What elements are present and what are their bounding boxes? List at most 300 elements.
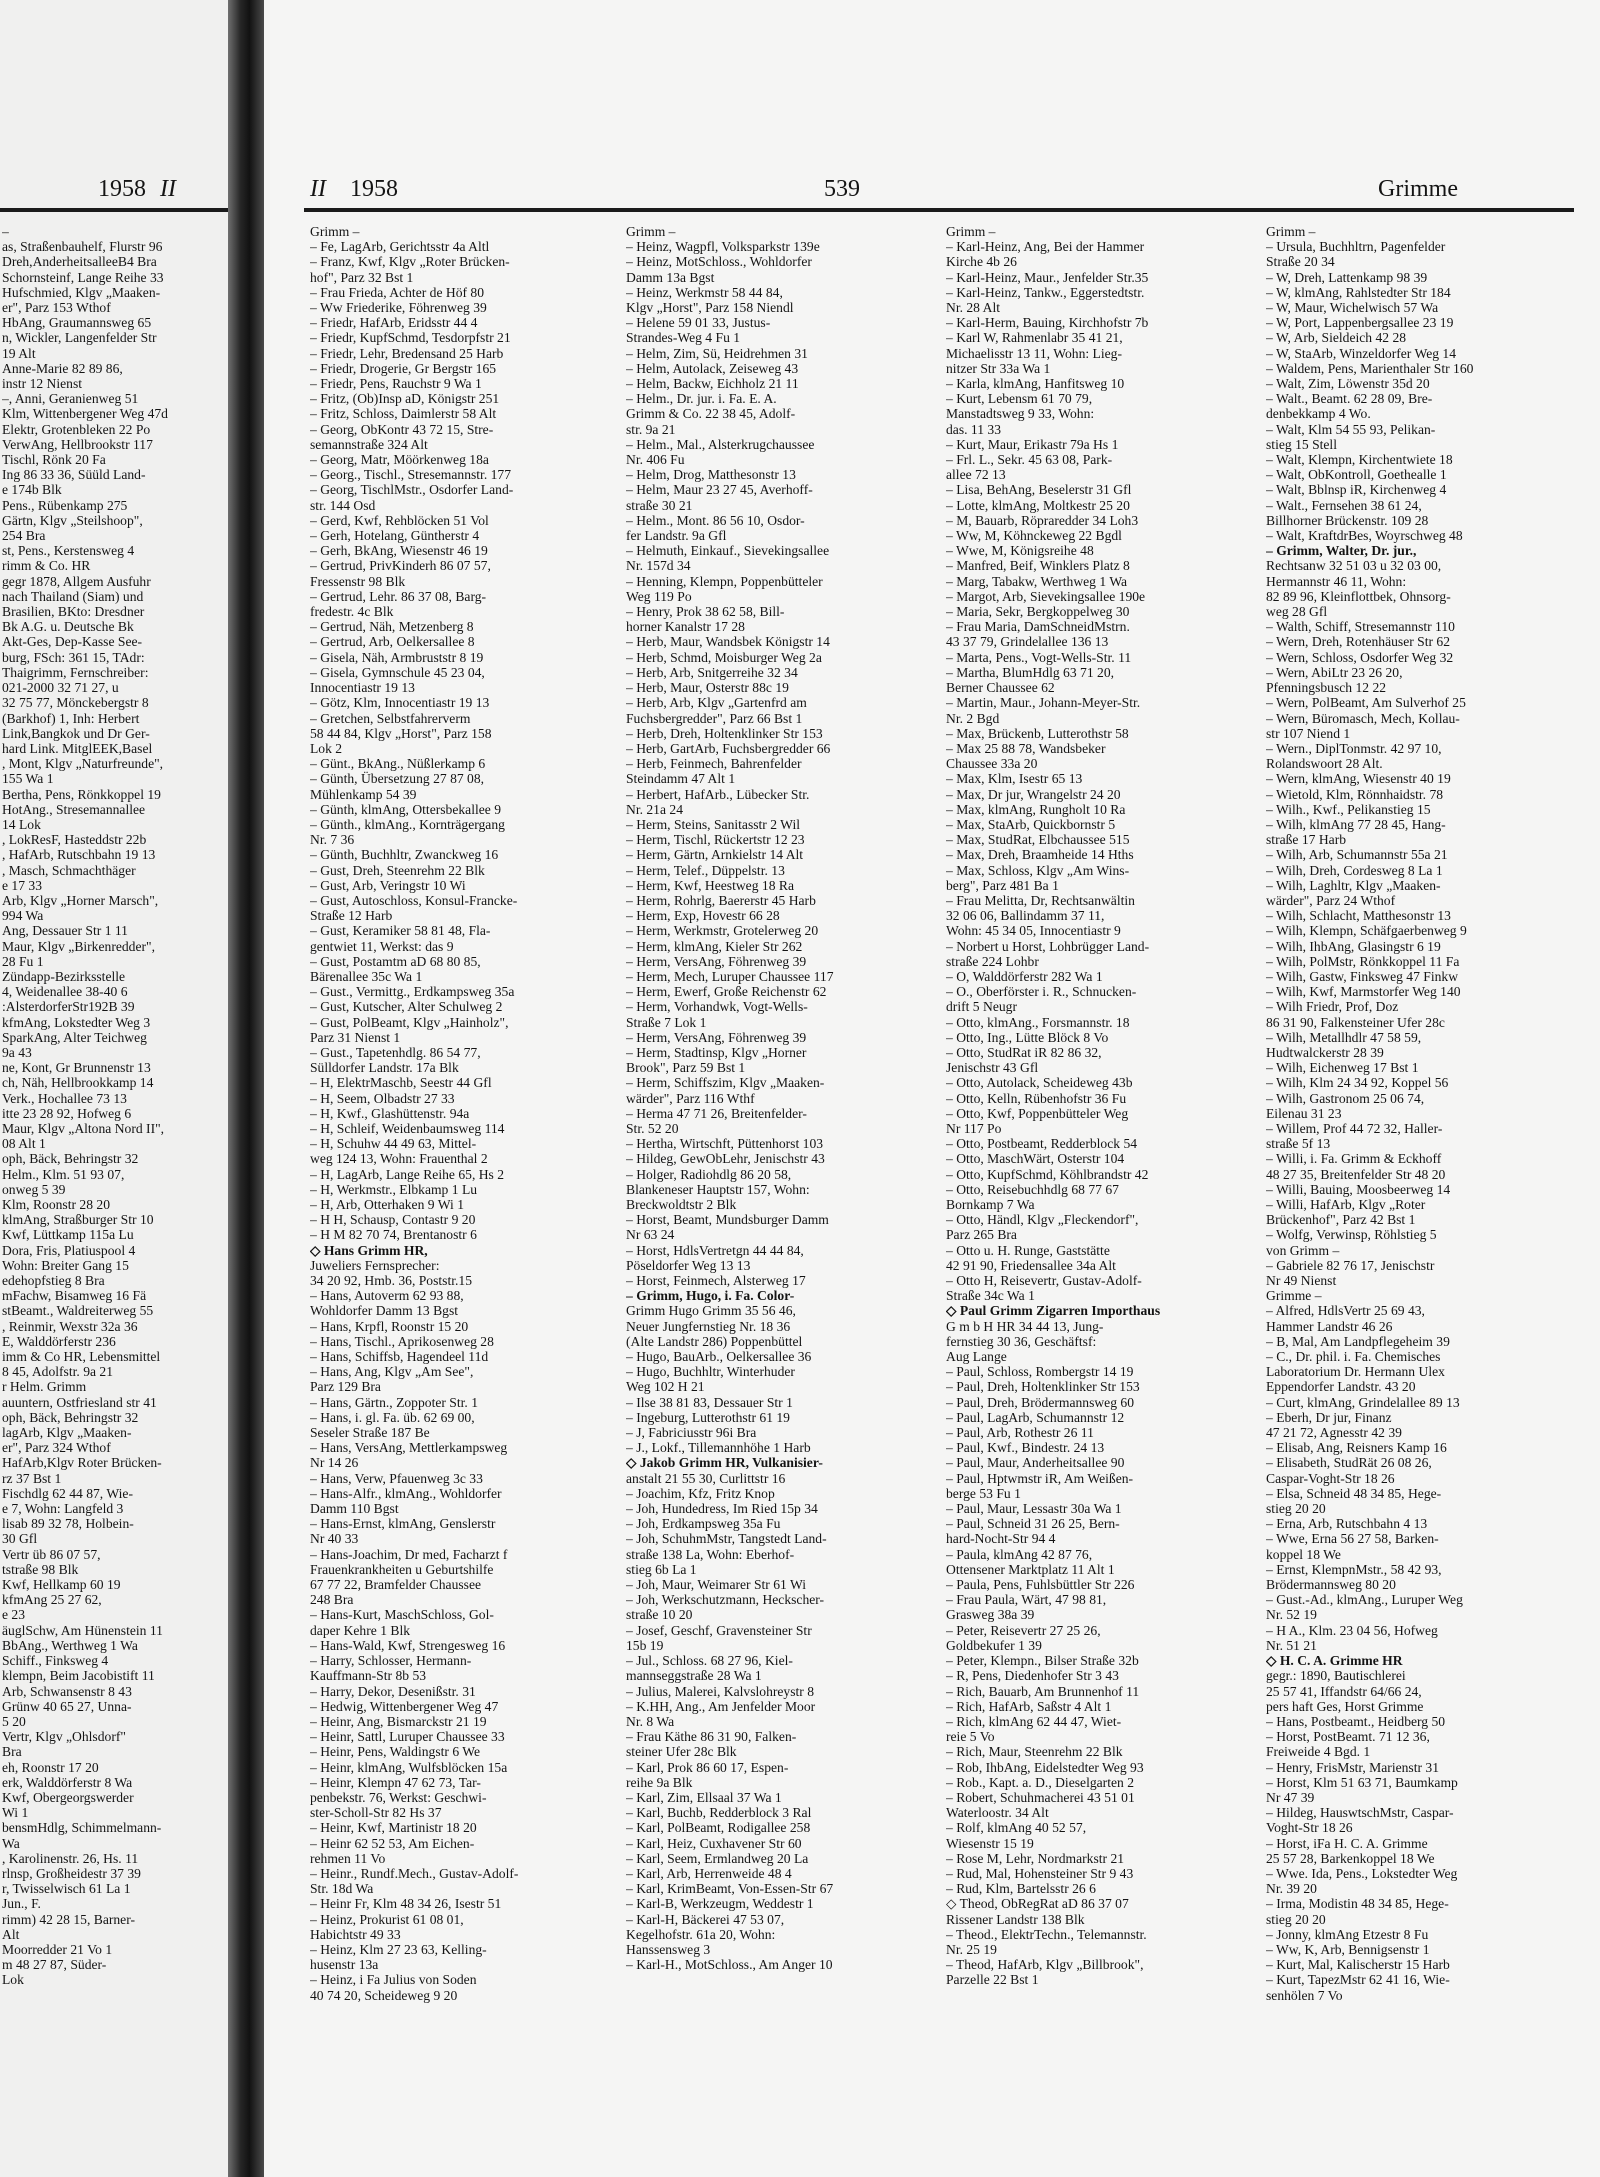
directory-column-1 xyxy=(310,224,616,2003)
directory-entry-line: – Grimm, Hugo, i. Fa. Color- xyxy=(626,1288,795,1304)
directory-entry-line: Rissener Landstr 138 Blk xyxy=(946,1911,1085,1927)
directory-entry-line: Nr 117 Po xyxy=(946,1120,1002,1136)
directory-entry-line: – Karl, Buchb, Redderblock 3 Ral xyxy=(626,1805,812,1821)
directory-entry-line: Straße 7 Lok 1 xyxy=(626,1014,707,1030)
directory-entry-line: – Gust.-Ad., klmAng., Luruper Weg xyxy=(1266,1592,1463,1608)
directory-entry-line: – Horst, iFa H. C. A. Grimme xyxy=(1266,1835,1428,1851)
directory-entry-line: – Herm, Ewerf, Große Reichenstr 62 xyxy=(626,984,827,1000)
directory-entry-line: – Hans, Krpfl, Roonstr 15 20 xyxy=(310,1318,469,1334)
directory-entry-line: – Karl, Prok 86 60 17, Espen- xyxy=(626,1759,789,1775)
directory-entry-line: reihe 9a Blk xyxy=(626,1774,693,1790)
directory-entry-line: – O, Walddörferstr 282 Wa 1 xyxy=(946,968,1103,984)
directory-entry-line: – Karl-Herm, Bauing, Kirchhofstr 7b xyxy=(946,315,1149,331)
directory-entry-line: – Helm, Zim, Sü, Heidrehmen 31 xyxy=(626,345,808,361)
directory-entry-line: – Gerh, BkAng, Wiesenstr 46 19 xyxy=(310,543,488,559)
directory-entry-line: Aug Lange xyxy=(946,1349,1007,1365)
directory-entry-line: – Otto, KupfSchmd, Köhlbrandstr 42 xyxy=(946,1166,1149,1182)
directory-entry-line: HafArb,Klgv Roter Brücken- xyxy=(2,1455,162,1471)
directory-entry-line: – Heinz, i Fa Julius von Soden xyxy=(310,1972,477,1988)
directory-entry-line: allee 72 13 xyxy=(946,467,1006,483)
directory-entry-line: – Karl, Zim, Ellsaal 37 Wa 1 xyxy=(626,1789,782,1805)
directory-entry-line: – Rose M, Lehr, Nordmarkstr 21 xyxy=(946,1850,1125,1866)
directory-entry-line: st, Pens., Kerstensweg 4 xyxy=(2,543,135,559)
directory-entry-line: kfmAng, Lokstedter Weg 3 xyxy=(2,1014,151,1030)
directory-entry-line: auuntern, Ostfriesland str 41 xyxy=(2,1394,157,1410)
directory-entry-line: Freiweide 4 Bgd. 1 xyxy=(1266,1744,1371,1760)
directory-entry-line: – Hans, VersAng, Mettlerkampsweg xyxy=(310,1440,508,1456)
directory-entry-line: Jenischstr 43 Gfl xyxy=(946,1060,1039,1076)
directory-entry-line: – Elisabeth, StudRät 26 08 26, xyxy=(1266,1455,1432,1471)
directory-entry-line: Grimm – xyxy=(1266,224,1316,239)
directory-entry-line: – Wilh, Dreh, Cordesweg 8 La 1 xyxy=(1266,862,1443,878)
directory-entry-line: onweg 5 39 xyxy=(2,1181,66,1197)
directory-entry-line: – Helm., Mont. 86 56 10, Osdor- xyxy=(626,512,805,528)
directory-entry-line: penbekstr. 76, Werkst: Geschwi- xyxy=(310,1789,487,1805)
directory-entry-line: – Günth, klmAng, Ottersbekallee 9 xyxy=(310,801,502,817)
directory-entry-line: – Heinz, Wagpfl, Volksparkstr 139e xyxy=(626,239,820,255)
directory-entry-line: – Wern, PolBeamt, Am Sulverhof 25 xyxy=(1266,695,1466,711)
directory-entry-line: – Günth, Übersetzung 27 87 08, xyxy=(310,771,485,787)
directory-entry-line: – Walt, KraftdrBes, Woyrschweg 48 xyxy=(1266,528,1463,544)
directory-entry-line: – Gust, Postamtm aD 68 80 85, xyxy=(310,953,481,969)
directory-entry-line: Ing 86 33 36, Süüld Land- xyxy=(2,467,146,483)
directory-entry-line: Habichtstr 49 33 xyxy=(310,1926,401,1942)
directory-entry-line: – Joachim, Kfz, Fritz Knop xyxy=(626,1485,775,1501)
directory-entry-line: – Friedr, Drogerie, Gr Bergstr 165 xyxy=(310,360,497,376)
directory-entry-line: – Otto, Postbeamt, Redderblock 54 xyxy=(946,1136,1138,1152)
directory-entry-line: Bk A.G. u. Deutsche Bk xyxy=(2,619,134,635)
directory-entry-line: – Horst, Feinmech, Alsterweg 17 xyxy=(626,1273,806,1289)
directory-entry-line: 82 89 96, Kleinflottbek, Ohnsorg- xyxy=(1266,588,1451,604)
directory-entry-line: – Kurt, Lebensm 61 70 79, xyxy=(946,391,1093,407)
directory-entry-line: Nr. 21a 24 xyxy=(626,801,684,817)
directory-entry-line: – Gretchen, Selbstfahrerverm xyxy=(310,710,471,726)
directory-entry-line: – Henning, Klempn, Poppenbütteler xyxy=(626,573,823,589)
directory-entry-line: – Rich, Bauarb, Am Brunnenhof 11 xyxy=(946,1683,1140,1699)
directory-entry-line: – Otto, Kelln, Rübenhofstr 36 Fu xyxy=(946,1090,1127,1106)
directory-entry-line: – Karl-Heinz, Maur., Jenfelder Str.35 xyxy=(946,269,1149,285)
directory-entry-line: Nr 49 Nienst xyxy=(1266,1273,1337,1289)
directory-entry-line: Nr. 7 36 xyxy=(310,832,355,848)
directory-entry-line: – Gust., Tapetenhdlg. 86 54 77, xyxy=(310,1044,481,1060)
directory-entry-line: äuglSchw, Am Hünenstein 11 xyxy=(2,1622,163,1638)
directory-entry-line: – Otto, Reisebuchhdlg 68 77 67 xyxy=(946,1181,1119,1197)
directory-entry-line: ◇ Theod, ObRegRat aD 86 37 07 xyxy=(946,1896,1129,1912)
directory-entry-line: straße 224 Lohbr xyxy=(946,953,1039,969)
directory-entry-line: – Helm, Maur 23 27 45, Averhoff- xyxy=(626,482,813,498)
directory-entry-line: – J., Lokf., Tillemannhöhe 1 Harb xyxy=(626,1440,811,1456)
directory-entry-line: – Friedr, Pens, Rauchstr 9 Wa 1 xyxy=(310,376,482,392)
directory-entry-line: , LokResF, Hasteddstr 22b xyxy=(2,832,147,848)
directory-entry-line: Parzelle 22 Bst 1 xyxy=(946,1972,1039,1988)
directory-entry-line: – Hans-Joachim, Dr med, Facharzt f xyxy=(310,1546,508,1562)
directory-entry-line: burg, FSch: 361 15, TAdr: xyxy=(2,649,145,665)
directory-entry-line: 43 37 79, Grindelallee 136 13 xyxy=(946,634,1109,650)
directory-entry-line: – Max, Schloss, Klgv „Am Wins- xyxy=(946,862,1130,878)
directory-entry-line: – Paula, klmAng 42 87 76, xyxy=(946,1546,1093,1562)
directory-entry-line: – Günth, Buchhltr, Zwanckweg 16 xyxy=(310,847,499,863)
directory-column-3 xyxy=(946,224,1256,1988)
right-running-head-year: 1958 xyxy=(350,176,398,202)
directory-entry-line: – Herb, Maur, Osterstr 88c 19 xyxy=(626,680,789,696)
directory-entry-line: reie 5 Vo xyxy=(946,1729,995,1745)
left-page-column xyxy=(2,224,226,1988)
directory-entry-line: – Heinz, MotSchloss., Wohldorfer xyxy=(626,254,812,270)
directory-entry-line: – Horst, PostBeamt. 71 12 36, xyxy=(1266,1729,1430,1745)
directory-entry-line: – Paul, Dreh, Brödermannsweg 60 xyxy=(946,1394,1135,1410)
directory-entry-line: Brödermannsweg 80 20 xyxy=(1266,1577,1396,1593)
directory-entry-line: – Paul, LagArb, Schumannstr 12 xyxy=(946,1409,1125,1425)
directory-entry-line: – Joh, Erdkampsweg 35a Fu xyxy=(626,1516,781,1532)
directory-entry-line: – Rich, klmAng 62 44 47, Wiet- xyxy=(946,1713,1122,1729)
directory-entry-line: – Alfred, HdlsVertr 25 69 43, xyxy=(1266,1303,1425,1319)
directory-entry-line: – Herma 47 71 26, Breitenfelder- xyxy=(626,1105,807,1121)
directory-entry-line: senhölen 7 Vo xyxy=(1266,1987,1343,2003)
directory-entry-line: – Friedr, KupfSchmd, Tesdorpfstr 21 xyxy=(310,330,511,346)
directory-entry-line: steiner Ufer 28c Blk xyxy=(626,1744,737,1760)
directory-entry-line: Thaigrimm, Fernschreiber: xyxy=(2,664,149,680)
directory-entry-line: – Willem, Prof 44 72 32, Haller- xyxy=(1266,1120,1443,1136)
directory-entry-line: – Max 25 88 78, Wandsbeker xyxy=(946,740,1106,756)
directory-entry-line: 25 57 28, Barkenkoppel 18 We xyxy=(1266,1850,1435,1866)
directory-entry-line: – Helm, Drog, Matthesonstr 13 xyxy=(626,467,796,483)
directory-entry-line: rimm) 42 28 15, Barner- xyxy=(2,1911,135,1927)
directory-entry-line: – Hugo, Buchhltr, Winterhuder xyxy=(626,1364,795,1380)
directory-entry-line: – Walt., Beamt. 62 28 09, Bre- xyxy=(1266,391,1433,407)
directory-entry-line: – Horst, Beamt, Mundsburger Damm xyxy=(626,1212,829,1228)
directory-entry-line: – Otto, Kwf, Poppenbütteler Weg xyxy=(946,1105,1129,1121)
directory-entry-line: von Grimm – xyxy=(1266,1242,1340,1258)
left-page xyxy=(0,0,228,2177)
directory-entry-line: 14 Lok xyxy=(2,816,41,832)
directory-entry-line: 30 Gfl xyxy=(2,1531,38,1547)
directory-entry-line: Waterloostr. 34 Alt xyxy=(946,1805,1049,1821)
directory-entry-line: Hanssensweg 3 xyxy=(626,1941,711,1957)
directory-entry-line: Sülldorfer Landstr. 17a Blk xyxy=(310,1060,459,1076)
directory-entry-line: Caspar-Voght-Str 18 26 xyxy=(1266,1470,1395,1486)
directory-entry-line: – Karl, Heiz, Cuxhavener Str 60 xyxy=(626,1835,802,1851)
directory-entry-line: Dora, Fris, Platiuspool 4 xyxy=(2,1242,136,1258)
directory-entry-line: – Paul, Maur, Lessastr 30a Wa 1 xyxy=(946,1501,1122,1517)
directory-entry-line: – Erna, Arb, Rutschbahn 4 13 xyxy=(1266,1516,1428,1532)
directory-entry-line: Neuer Jungfernstieg Nr. 18 36 xyxy=(626,1318,791,1334)
directory-entry-line: Kegelhofstr. 61a 20, Wohn: xyxy=(626,1926,776,1942)
directory-entry-line: kfmAng 25 27 62, xyxy=(2,1592,102,1608)
directory-entry-line: – Karl-B, Werkzeugm, Weddestr 1 xyxy=(626,1896,814,1912)
directory-entry-line: – H A., Klm. 23 04 56, Hofweg xyxy=(1266,1622,1438,1638)
directory-entry-line: – Joh, SchuhmMstr, Tangstedt Land- xyxy=(626,1531,827,1547)
directory-entry-line: – Wilh, Klm 24 34 92, Koppel 56 xyxy=(1266,1075,1449,1091)
directory-entry-line: Wiesenstr 15 19 xyxy=(946,1835,1034,1851)
directory-entry-line: Brückenhof", Parz 42 Bst 1 xyxy=(1266,1212,1416,1228)
directory-entry-line: er", Parz 324 Wthof xyxy=(2,1440,111,1456)
directory-entry-line: – Helmuth, Einkauf., Sievekingsallee xyxy=(626,543,830,559)
directory-entry-line: Schiff., Finksweg 4 xyxy=(2,1653,109,1669)
directory-entry-line: – Herm, VersAng, Föhrenweg 39 xyxy=(626,953,807,969)
directory-entry-line: – Rud, Mal, Hohensteiner Str 9 43 xyxy=(946,1865,1134,1881)
directory-entry-line: 19 Alt xyxy=(2,345,36,361)
directory-entry-line: ster-Scholl-Str 82 Hs 37 xyxy=(310,1805,442,1821)
directory-entry-line: str 107 Niend 1 xyxy=(1266,725,1351,741)
directory-entry-line: stieg 20 20 xyxy=(1266,1911,1326,1927)
page-number: 539 xyxy=(824,176,860,202)
directory-entry-line: – Otto u. H. Runge, Gaststätte xyxy=(946,1242,1110,1258)
directory-entry-line: Nr. 25 19 xyxy=(946,1941,997,1957)
directory-entry-line: Weg 119 Po xyxy=(626,588,692,604)
directory-entry-line: – Helm., Mal., Alsterkrugchaussee xyxy=(626,436,815,452)
directory-entry-line: – Fritz, (Ob)Insp aD, Königstr 251 xyxy=(310,391,500,407)
directory-entry-line: BbAng., Werthweg 1 Wa xyxy=(2,1637,138,1653)
directory-entry-line: – Karl, Seem, Ermlandweg 20 La xyxy=(626,1850,809,1866)
directory-entry-line: – Peter, Reisevertr 27 25 26, xyxy=(946,1622,1101,1638)
directory-entry-line: – Maria, Sekr, Bergkoppelweg 30 xyxy=(946,604,1130,620)
directory-entry-line: 86 31 90, Falkensteiner Ufer 28c xyxy=(1266,1014,1445,1030)
directory-entry-line: – Heinz, Werkmstr 58 44 84, xyxy=(626,284,783,300)
directory-entry-line: – Friedr, HafArb, Eridsstr 44 4 xyxy=(310,315,478,331)
directory-entry-line: pers haft Ges, Horst Grimme xyxy=(1266,1698,1424,1714)
directory-entry-line: 47 21 72, Agnesstr 42 39 xyxy=(1266,1425,1402,1441)
directory-entry-line: klempn, Beim Jacobistift 11 xyxy=(2,1668,155,1684)
directory-entry-line: – Franz, Kwf, Klgv „Roter Brücken- xyxy=(310,254,510,270)
directory-entry-line: – Max, Dreh, Braamheide 14 Hths xyxy=(946,847,1134,863)
directory-entry-line: Nr 47 39 xyxy=(1266,1789,1315,1805)
directory-entry-line: – Ilse 38 81 83, Dessauer Str 1 xyxy=(626,1394,793,1410)
directory-entry-line: Arb, Schwansenstr 8 43 xyxy=(2,1683,132,1699)
directory-entry-line: – Ww, K, Arb, Bennigsenstr 1 xyxy=(1266,1941,1430,1957)
directory-entry-line: ch, Näh, Hellbrookkamp 14 xyxy=(2,1075,154,1091)
directory-entry-line: – Wern., DiplTonmstr. 42 97 10, xyxy=(1266,740,1442,756)
directory-entry-line: Str. 52 20 xyxy=(626,1120,679,1136)
directory-entry-line: instr 12 Nienst xyxy=(2,376,83,392)
directory-entry-line: Damm 110 Bgst xyxy=(310,1501,399,1517)
left-running-head-year: 1958 xyxy=(98,176,146,202)
directory-entry-line: Weg 102 H 21 xyxy=(626,1379,705,1395)
directory-entry-line: bensmHdlg, Schimmelmann- xyxy=(2,1820,162,1836)
directory-entry-line: – Herm, Mech, Luruper Chaussee 117 xyxy=(626,968,834,984)
directory-entry-line: – Gust, Autoschloss, Konsul-Francke- xyxy=(310,892,518,908)
directory-entry-line: Rolandswoort 28 Alt. xyxy=(1266,756,1383,772)
directory-entry-line: – Wwe. Ida, Pens., Lokstedter Weg xyxy=(1266,1865,1458,1881)
directory-entry-line: – Helene 59 01 33, Justus- xyxy=(626,315,771,331)
directory-entry-line: – Karl, KrimBeamt, Von-Essen-Str 67 xyxy=(626,1881,834,1897)
directory-entry-line: – Fritz, Schloss, Daimlerstr 58 Alt xyxy=(310,406,497,422)
directory-entry-line: – Walt, Klempn, Kirchentwiete 18 xyxy=(1266,452,1453,468)
directory-entry-line: – Otto H, Reisevertr, Gustav-Adolf- xyxy=(946,1273,1142,1289)
directory-entry-line: Nr. 28 Alt xyxy=(946,300,1001,316)
directory-entry-line: das. 11 33 xyxy=(946,421,1001,437)
directory-entry-line: Ottensener Marktplatz 11 Alt 1 xyxy=(946,1561,1115,1577)
directory-entry-line: – Wilh, IhbAng, Glasingstr 6 19 xyxy=(1266,938,1441,954)
directory-entry-line: gegr.: 1890, Bautischlerei xyxy=(1266,1668,1406,1684)
directory-entry-line: – Willi, i. Fa. Grimm & Eckhoff xyxy=(1266,1151,1442,1167)
directory-entry-line: – Grimm, Walter, Dr. jur., xyxy=(1266,543,1417,559)
directory-entry-line: – Frau Maria, DamSchneidMstrn. xyxy=(946,619,1130,635)
directory-entry-line: Parz 31 Nienst 1 xyxy=(310,1029,401,1045)
directory-entry-line: Grimme – xyxy=(1266,1288,1322,1304)
directory-entry-line: – Wolfg, Verwinsp, Röhlstieg 5 xyxy=(1266,1227,1437,1243)
directory-entry-line: – Norbert u Horst, Lohbrügger Land- xyxy=(946,938,1150,954)
directory-entry-line: – Hans-Ernst, klmAng, Genslerstr xyxy=(310,1516,496,1532)
directory-entry-line: – Henry, FrisMstr, Marienstr 31 xyxy=(1266,1759,1440,1775)
directory-entry-line: – J, Fabriciusstr 96i Bra xyxy=(626,1425,757,1441)
directory-entry-line: – Herb, Arb, Snitgerreihe 32 34 xyxy=(626,664,798,680)
directory-entry-line: – Horst, Klm 51 63 71, Baumkamp xyxy=(1266,1774,1458,1790)
directory-entry-line: str. 9a 21 xyxy=(626,421,676,437)
directory-entry-line: 48 27 35, Breitenfelder Str 48 20 xyxy=(1266,1166,1446,1182)
directory-entry-line: – Peter, Klempn., Bilser Straße 32b xyxy=(946,1653,1139,1669)
directory-entry-line: Fuchsbergredder", Parz 66 Bst 1 xyxy=(626,710,803,726)
directory-entry-line: 32 06 06, Ballindamm 37 11, xyxy=(946,908,1105,924)
directory-entry-line: Parz 129 Bra xyxy=(310,1379,381,1395)
directory-entry-line: – Max, StudRat, Elbchaussee 515 xyxy=(946,832,1130,848)
directory-entry-line: straße 10 20 xyxy=(626,1607,693,1623)
directory-entry-line: Hermannstr 46 11, Wohn: xyxy=(1266,573,1407,589)
directory-entry-line: – R, Pens, Diedenhofer Str 3 43 xyxy=(946,1668,1119,1684)
directory-entry-line: – Ernst, KlempnMstr., 58 42 93, xyxy=(1266,1561,1442,1577)
directory-entry-line: – Marg, Tabakw, Werthweg 1 Wa xyxy=(946,573,1128,589)
directory-entry-line: – Herm, Werkmstr, Grotelerweg 20 xyxy=(626,923,819,939)
directory-entry-line: Wohn: Breiter Gang 15 xyxy=(2,1257,129,1273)
directory-entry-line: Nr. 39 20 xyxy=(1266,1881,1317,1897)
directory-entry-line: – Gertrud, PrivKinderh 86 07 57, xyxy=(310,558,491,574)
directory-entry-line: – Lotte, klmAng, Moltkestr 25 20 xyxy=(946,497,1130,513)
directory-entry-line: – Hans, Postbeamt., Heidberg 50 xyxy=(1266,1713,1446,1729)
directory-entry-line: – Heinr., Rundf.Mech., Gustav-Adolf- xyxy=(310,1865,519,1881)
directory-entry-line: – Curt, klmAng, Grindelallee 89 13 xyxy=(1266,1394,1460,1410)
directory-entry-line: – Herm, Telef., Düppelstr. 13 xyxy=(626,862,785,878)
directory-entry-line: Chaussee 33a 20 xyxy=(946,756,1038,772)
directory-entry-line: Nr. 2 Bgd xyxy=(946,710,1000,726)
directory-entry-line: – Wilh, Gastw, Finksweg 47 Finkw xyxy=(1266,968,1459,984)
directory-entry-line: – Marta, Pens., Vogt-Wells-Str. 11 xyxy=(946,649,1132,665)
directory-entry-line: – Otto, Autolack, Scheideweg 43b xyxy=(946,1075,1133,1091)
directory-entry-line: Frauenkrankheiten u Geburtshilfe xyxy=(310,1561,494,1577)
directory-entry-line: – Gertrud, Lehr. 86 37 08, Barg- xyxy=(310,588,487,604)
directory-entry-line: – Kurt, TapezMstr 62 41 16, Wie- xyxy=(1266,1972,1450,1988)
directory-entry-line: – Rud, Klm, Bartelsstr 26 6 xyxy=(946,1881,1096,1897)
directory-entry-line: – H H, Schausp, Contastr 9 20 xyxy=(310,1212,476,1228)
directory-entry-line: hard Link. MitglEEK,Basel xyxy=(2,740,153,756)
directory-entry-line: Klgv „Horst", Parz 158 Niendl xyxy=(626,300,794,316)
directory-entry-line: Pfenningsbusch 12 22 xyxy=(1266,680,1387,696)
directory-entry-line: – Helm., Dr. jur. i. Fa. E. A. xyxy=(626,391,777,407)
directory-entry-line: – Otto, Händl, Klgv „Fleckendorf", xyxy=(946,1212,1139,1228)
directory-entry-line: str. 144 Osd xyxy=(310,497,376,513)
directory-entry-line: – Herb, Feinmech, Bahrenfelder xyxy=(626,756,802,772)
directory-entry-line: – H, Werkmstr., Elbkamp 1 Lu xyxy=(310,1181,478,1197)
directory-entry-line: ◇ Hans Grimm HR, xyxy=(310,1242,428,1258)
directory-entry-line: Juweliers Fernsprecher: xyxy=(310,1257,440,1273)
directory-entry-line: Seseler Straße 187 Be xyxy=(310,1425,430,1441)
directory-entry-line: edehopfstieg 8 Bra xyxy=(2,1273,105,1289)
directory-entry-line: – Gust, Keramiker 58 81 48, Fla- xyxy=(310,923,491,939)
directory-entry-line: 994 Wa xyxy=(2,908,44,924)
directory-entry-line: – Hans-Wald, Kwf, Strengesweg 16 xyxy=(310,1637,506,1653)
directory-entry-line: – Frau Paula, Wärt, 47 98 81, xyxy=(946,1592,1107,1608)
directory-entry-line: – Gerd, Kwf, Rehblöcken 51 Vol xyxy=(310,512,489,528)
directory-entry-line: Wohldorfer Damm 13 Bgst xyxy=(310,1303,459,1319)
directory-entry-line: – Lisa, BehAng, Beselerstr 31 Gfl xyxy=(946,482,1132,498)
directory-entry-line: hard-Nocht-Str 94 4 xyxy=(946,1531,1056,1547)
directory-entry-line: – Hans, Ang, Klgv „Am See", xyxy=(310,1364,474,1380)
directory-entry-line: – Waldem, Pens, Marienthaler Str 160 xyxy=(1266,360,1474,376)
directory-entry-line: – Hildeg, GewObLehr, Jenischstr 43 xyxy=(626,1151,825,1167)
directory-entry-line: – Rolf, klmAng 40 52 57, xyxy=(946,1820,1087,1836)
directory-entry-line: HbAng, Graumannsweg 65 xyxy=(2,315,152,331)
directory-entry-line: Grimm – xyxy=(946,224,996,239)
directory-entry-line: – Hans-Alfr., klmAng., Wohldorfer xyxy=(310,1485,502,1501)
directory-entry-line: wärder", Parz 116 Wthf xyxy=(626,1090,755,1106)
directory-entry-line: – Ww Friederike, Föhrenweg 39 xyxy=(310,300,487,316)
directory-entry-line: straße 30 21 xyxy=(626,497,693,513)
directory-entry-line: – W, StaArb, Winzeldorfer Weg 14 xyxy=(1266,345,1457,361)
directory-entry-line: – Karl-H, Bäckerei 47 53 07, xyxy=(626,1911,785,1927)
directory-entry-line: – Gust., Vermittg., Erdkampsweg 35a xyxy=(310,984,515,1000)
directory-entry-line: – Georg, TischlMstr., Osdorfer Land- xyxy=(310,482,514,498)
directory-entry-line: gegr 1878, Allgem Ausfuhr xyxy=(2,573,151,589)
directory-entry-line: berge 53 Fu 1 xyxy=(946,1485,1021,1501)
directory-entry-line: – Herb, Arb, Klgv „Gartenfrd am xyxy=(626,695,807,711)
directory-entry-line: Voght-Str 18 26 xyxy=(1266,1820,1353,1836)
directory-entry-line: 4, Weidenallee 38-40 6 xyxy=(2,984,128,1000)
directory-entry-line: Hammer Landstr 46 26 xyxy=(1266,1318,1393,1334)
directory-entry-line: rehmen 11 Vo xyxy=(310,1850,386,1866)
directory-entry-line: n, Wickler, Langenfelder Str xyxy=(2,330,157,346)
directory-entry-line: –, Anni, Geranienweg 51 xyxy=(2,391,139,407)
directory-entry-line: – Paul, Hptwmstr iR, Am Weißen- xyxy=(946,1470,1134,1486)
directory-entry-line: – Herb, Dreh, Holtenklinker Str 153 xyxy=(626,725,823,741)
directory-entry-line: horner Kanalstr 17 28 xyxy=(626,619,745,635)
directory-entry-line: – C., Dr. phil. i. Fa. Chemisches xyxy=(1266,1349,1441,1365)
directory-entry-line: – W, Maur, Wichelwisch 57 Wa xyxy=(1266,300,1439,316)
right-running-head-part: II xyxy=(310,176,326,202)
directory-entry-line: , HafArb, Rutschbahn 19 13 xyxy=(2,847,156,863)
directory-entry-line: Akt-Ges, Dep-Kasse See- xyxy=(2,634,143,650)
running-head-keyword: Grimme xyxy=(1378,176,1458,202)
directory-entry-line: ◇ H. C. A. Grimme HR xyxy=(1266,1653,1403,1669)
directory-entry-line: rlnsp, Großheidestr 37 39 xyxy=(2,1865,141,1881)
directory-entry-line: – Otto, Ing., Lütte Blöck 8 Vo xyxy=(946,1029,1109,1045)
directory-entry-line: Strandes-Weg 4 Fu 1 xyxy=(626,330,741,346)
directory-entry-line: Nr. 52 19 xyxy=(1266,1607,1317,1623)
directory-entry-line: – Rob, IhbAng, Eidelstedter Weg 93 xyxy=(946,1759,1144,1775)
directory-entry-line: Mühlenkamp 54 39 xyxy=(310,786,417,802)
directory-entry-line: Moorredder 21 Vo 1 xyxy=(2,1941,113,1957)
directory-entry-line: – Heinr, Pens, Waldingstr 6 We xyxy=(310,1744,481,1760)
directory-entry-line: – Heinz, Klm 27 23 63, Kelling- xyxy=(310,1941,487,1957)
directory-entry-line: – Walth, Schiff, Stresemannstr 110 xyxy=(1266,619,1455,635)
directory-entry-line: – Wilh, Arb, Schumannstr 55a 21 xyxy=(1266,847,1448,863)
directory-entry-line: – Herm, Stadtinsp, Klgv „Horner xyxy=(626,1044,807,1060)
directory-entry-line: – Wietold, Klm, Rönnhaidstr. 78 xyxy=(1266,786,1444,802)
directory-entry-line: drift 5 Neugr xyxy=(946,999,1017,1015)
directory-entry-line: Schornsteinf, Lange Reihe 33 xyxy=(2,269,164,285)
directory-entry-line: , Karolinenstr. 26, Hs. 11 xyxy=(2,1850,139,1866)
directory-entry-line: straße 5f 13 xyxy=(1266,1136,1331,1152)
directory-entry-line: Kirche 4b 26 xyxy=(946,254,1017,270)
directory-entry-line: 248 Bra xyxy=(310,1592,354,1608)
directory-entry-line: Michaelisstr 13 11, Wohn: Lieg- xyxy=(946,345,1122,361)
directory-entry-line: Tischl, Rönk 20 Fa xyxy=(2,452,106,468)
directory-entry-line: – Wern, Dreh, Rotenhäuser Str 62 xyxy=(1266,634,1451,650)
directory-entry-line: weg 28 Gfl xyxy=(1266,604,1328,620)
directory-entry-line: Innocentiastr 19 13 xyxy=(310,680,415,696)
directory-entry-line: 34 20 92, Hmb. 36, Poststr.15 xyxy=(310,1273,473,1289)
directory-entry-line: – Hugo, BauArb., Oelkersallee 36 xyxy=(626,1349,812,1365)
left-header-rule xyxy=(0,208,228,212)
directory-entry-line: – Julius, Malerei, Kalvslohreystr 8 xyxy=(626,1683,815,1699)
directory-entry-line: Grimm Hugo Grimm 35 56 46, xyxy=(626,1303,796,1319)
